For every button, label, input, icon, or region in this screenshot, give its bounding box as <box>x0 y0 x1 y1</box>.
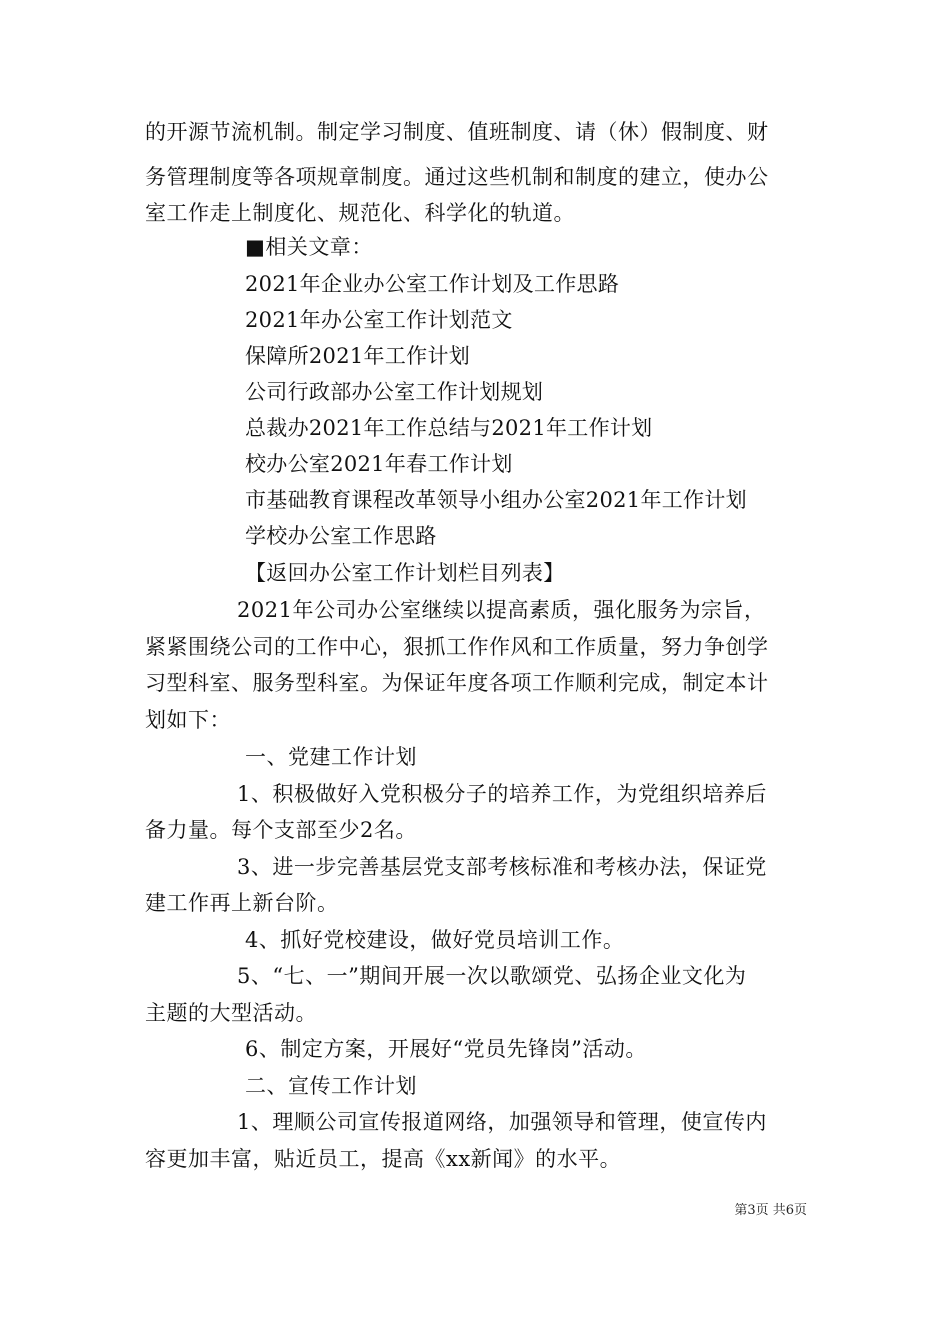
paragraph-line: 务管理制度等各项规章制度。通过这些机制和制度的建立，使办公 <box>145 165 769 189</box>
paragraph-line: 习型科室、服务型科室。为保证年度各项工作顺利完成，制定本计 <box>145 671 769 695</box>
paragraph-line: 紧紧围绕公司的工作中心，狠抓工作作风和工作质量，努力争创学 <box>145 635 769 659</box>
section-title-publicity: 二、宣传工作计划 <box>245 1074 417 1098</box>
related-article-link[interactable]: 校办公室2021年春工作计划 <box>245 452 513 476</box>
list-item-continued: 建工作再上新台阶。 <box>145 891 339 915</box>
list-item-continued: 备力量。每个支部至少2名。 <box>145 818 417 842</box>
list-item: 3、进一步完善基层党支部考核标准和考核办法，保证党 <box>237 855 767 879</box>
list-item-continued: 主题的大型活动。 <box>145 1001 317 1025</box>
related-article-link[interactable]: 公司行政部办公室工作计划规划 <box>245 380 544 404</box>
related-article-link[interactable]: 保障所2021年工作计划 <box>245 344 471 368</box>
related-article-link[interactable]: 2021年办公室工作计划范文 <box>245 308 513 332</box>
related-article-link[interactable]: 市基础教育课程改革领导小组办公室2021年工作计划 <box>245 488 747 512</box>
back-to-list-link[interactable]: 【返回办公室工作计划栏目列表】 <box>245 561 565 585</box>
page-number-footer: 第3页 共6页 <box>734 1203 807 1218</box>
section-title-party: 一、党建工作计划 <box>245 745 417 769</box>
related-article-link[interactable]: 2021年企业办公室工作计划及工作思路 <box>245 272 620 296</box>
related-articles-heading: ■相关文章： <box>245 235 373 259</box>
paragraph-line: 2021年公司办公室继续以提高素质，强化服务为宗旨， <box>237 598 766 622</box>
related-article-link[interactable]: 学校办公室工作思路 <box>245 524 437 548</box>
list-item-continued: 容更加丰富，贴近员工，提高《xx新闻》的水平。 <box>145 1147 622 1171</box>
list-item: 4、抓好党校建设，做好党员培训工作。 <box>245 928 625 952</box>
related-article-link[interactable]: 总裁办2021年工作总结与2021年工作计划 <box>245 416 653 440</box>
paragraph-line: 的开源节流机制。制定学习制度、值班制度、请（休）假制度、财 <box>145 120 769 144</box>
list-item: 5、“七、一”期间开展一次以歌颂党、弘扬企业文化为 <box>237 964 747 988</box>
list-item: 1、理顺公司宣传报道网络，加强领导和管理，使宣传内 <box>237 1110 767 1134</box>
list-item: 6、制定方案，开展好“党员先锋岗”活动。 <box>245 1037 647 1061</box>
list-item: 1、积极做好入党积极分子的培养工作，为党组织培养后 <box>237 782 767 806</box>
paragraph-line: 划如下： <box>145 708 231 732</box>
paragraph-line: 室工作走上制度化、规范化、科学化的轨道。 <box>145 201 575 225</box>
